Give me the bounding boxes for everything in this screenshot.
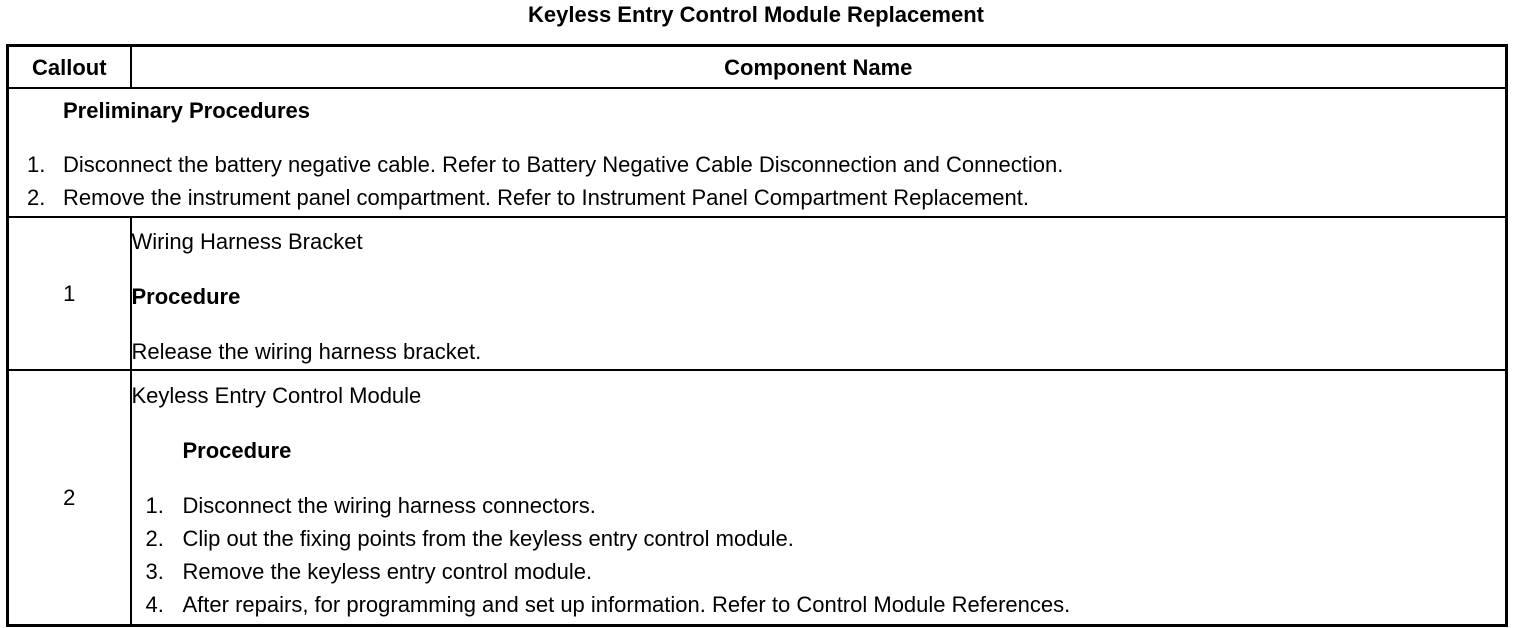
step-number: 4. [145, 592, 164, 617]
table-header-row [8, 46, 1507, 89]
procedure-step [132, 489, 1506, 522]
preliminary-steps [9, 148, 1505, 214]
step-text: After repairs, for programming and set up information. Refer to Control Module References. [182, 592, 1071, 617]
step-text: Remove the keyless entry control module. [182, 559, 593, 584]
procedure-heading: Procedure [182, 438, 292, 463]
preliminary-step [9, 181, 1505, 214]
preliminary-cell [8, 88, 1507, 217]
procedure-steps [132, 489, 1506, 621]
step-number: 1. [145, 493, 164, 518]
component-cell [131, 370, 1507, 626]
preliminary-heading: Preliminary Procedures [63, 98, 311, 123]
page-title: Keyless Entry Control Module Replacement [528, 2, 984, 27]
procedure-text: Release the wiring harness bracket. [131, 338, 482, 364]
preliminary-row [8, 88, 1507, 217]
header-callout: Callout [8, 46, 131, 89]
table-row [8, 370, 1507, 626]
step-text: Disconnect the wiring harness connectors. [182, 493, 596, 518]
procedure-step [132, 555, 1506, 588]
callout-number: 2 [8, 370, 131, 626]
step-number: 2. [145, 526, 164, 551]
procedure-step [132, 522, 1506, 555]
step-number: 1. [27, 152, 46, 177]
step-text: Clip out the fixing points from the keyless entry control module. [182, 526, 794, 551]
step-text: Disconnect the battery negative cable. Refer to Battery Negative Cable Disconnection and Connection. [63, 152, 1064, 177]
procedure-step [132, 588, 1506, 621]
table-row [8, 217, 1507, 370]
component-name: Wiring Harness Bracket [131, 228, 363, 254]
step-number: 3. [145, 559, 164, 584]
procedure-heading: Procedure [131, 283, 241, 309]
component-name: Keyless Entry Control Module [131, 383, 422, 408]
preliminary-step [9, 148, 1505, 181]
component-cell [131, 217, 1507, 370]
procedure-table [6, 44, 1508, 627]
step-text: Remove the instrument panel compartment. Refer to Instrument Panel Compartment Replacement. [63, 185, 1030, 210]
header-component-name: Component Name [131, 46, 1507, 89]
step-number: 2. [27, 185, 46, 210]
callout-number: 1 [8, 217, 131, 370]
